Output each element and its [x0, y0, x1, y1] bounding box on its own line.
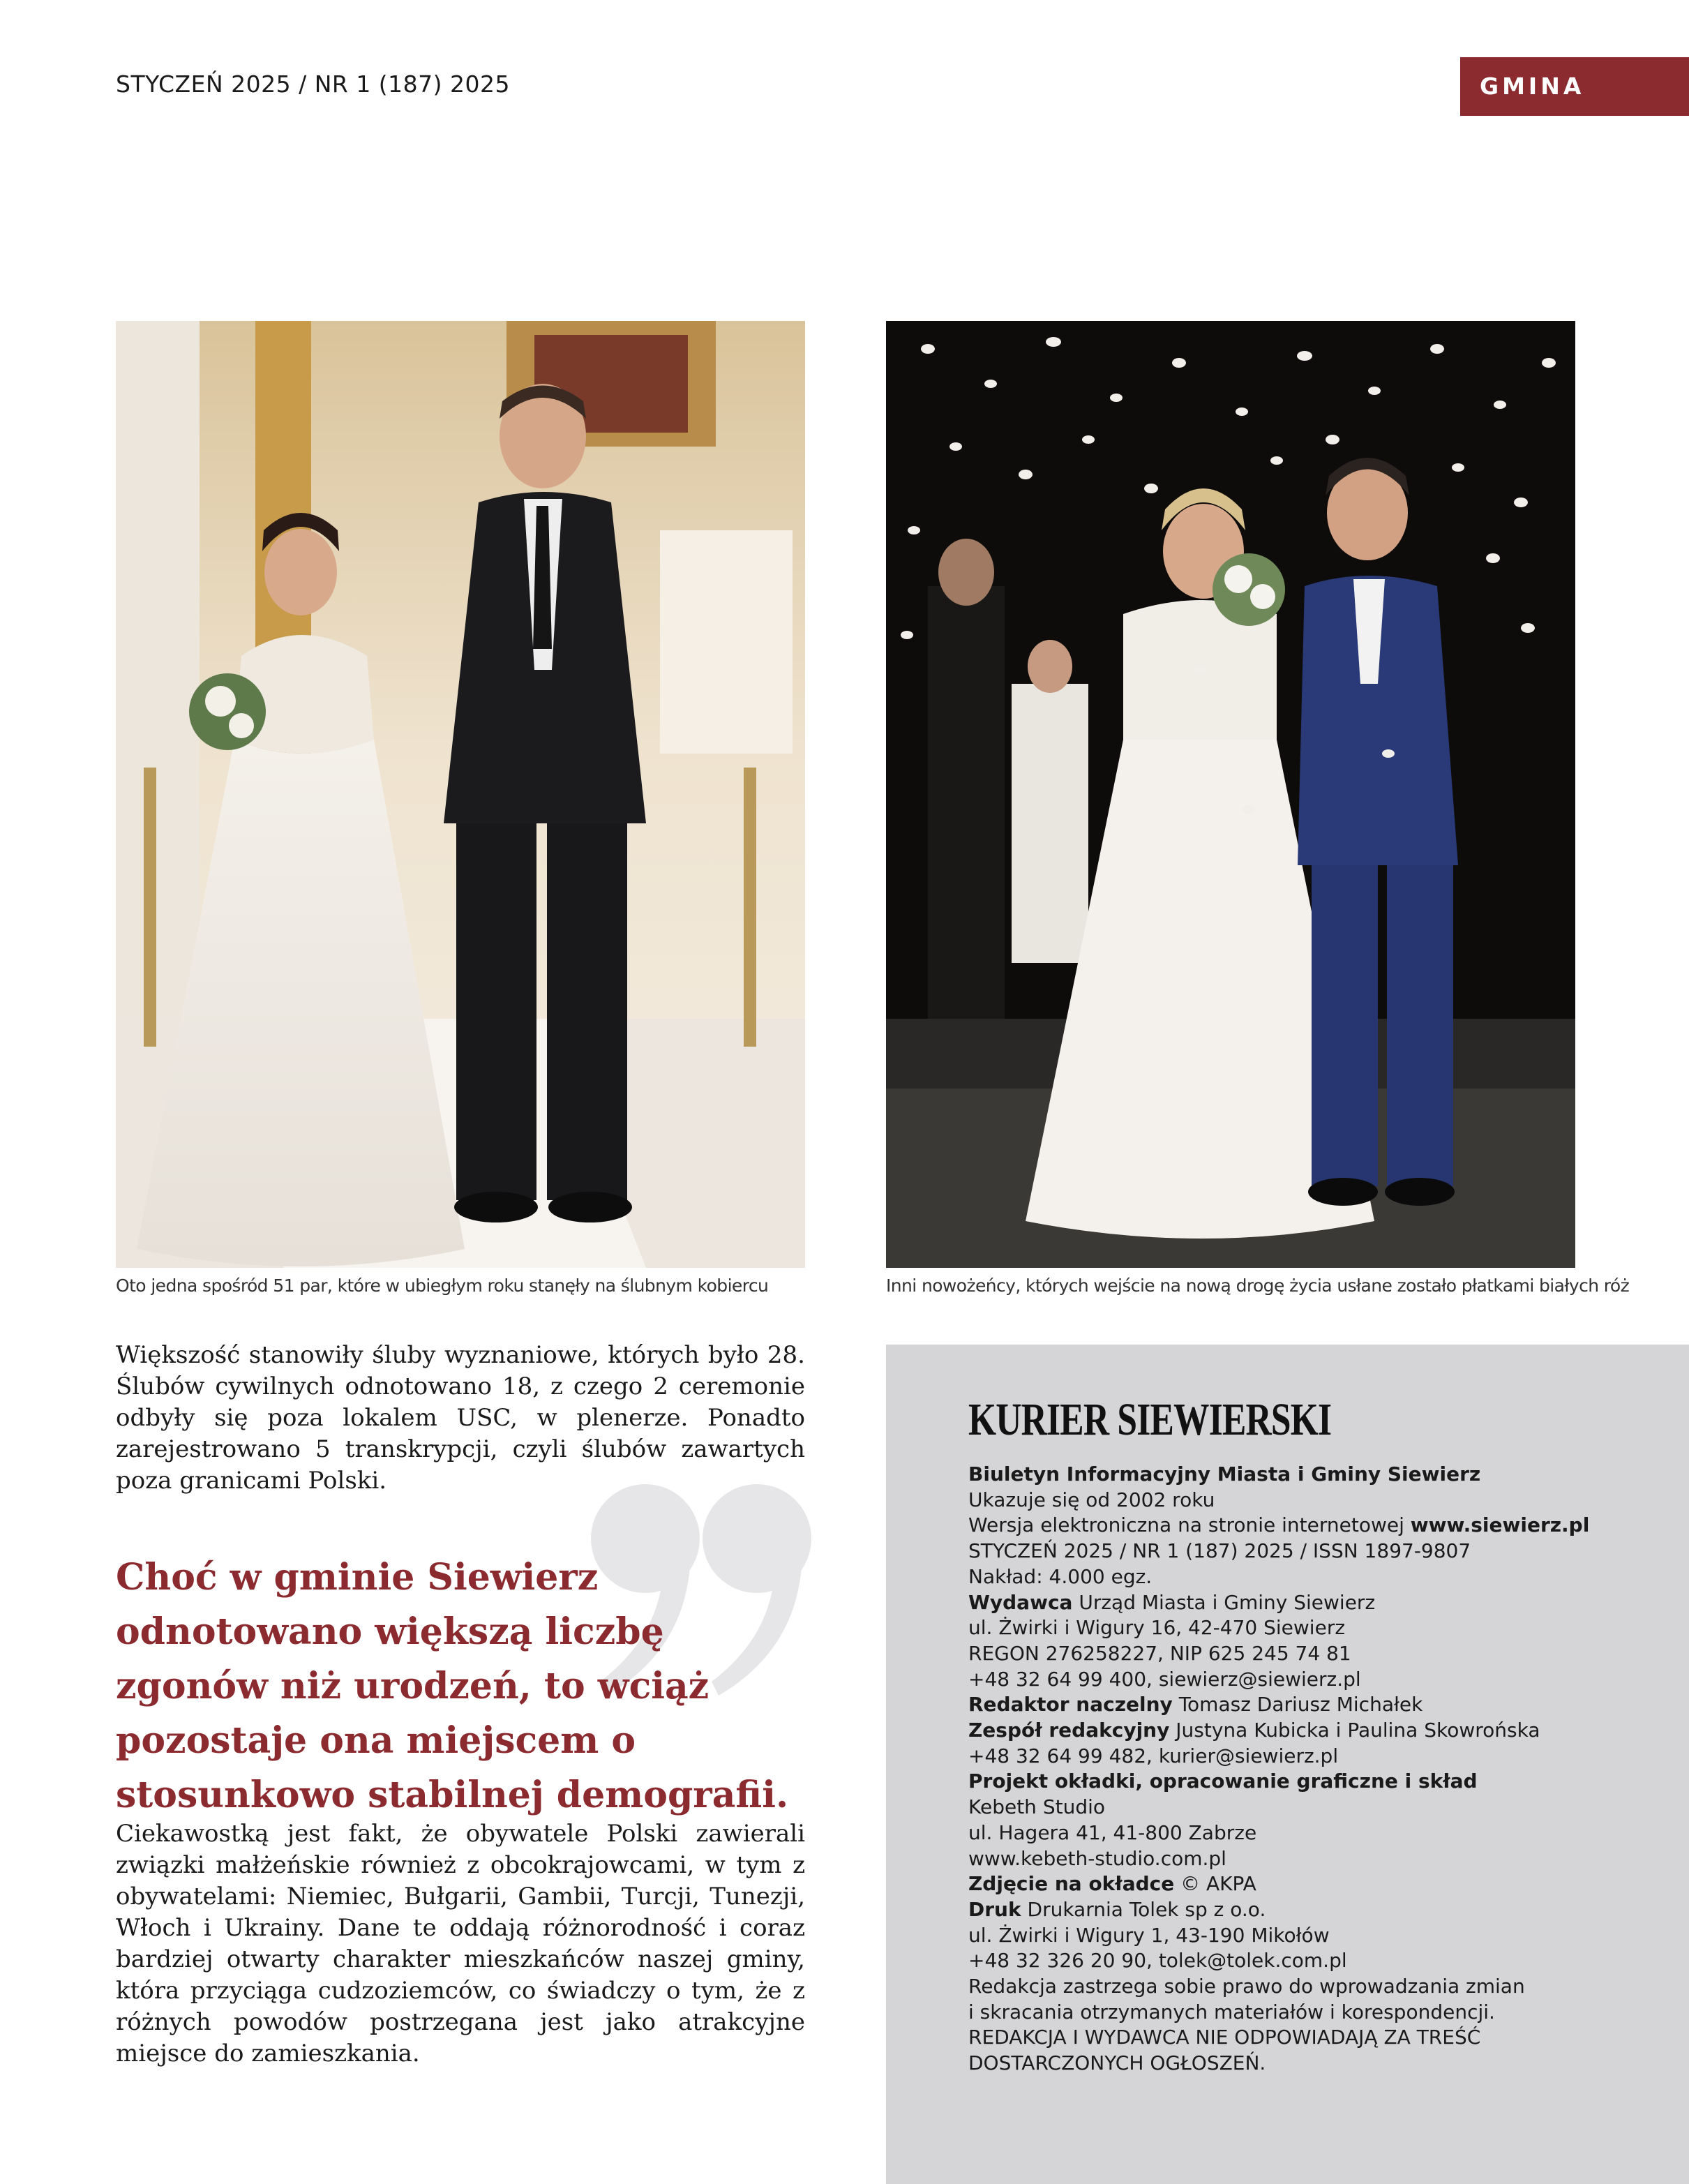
colophon-line: STYCZEŃ 2025 / NR 1 (187) 2025 / ISSN 1897-9807	[968, 1539, 1471, 1563]
colophon-line: www.kebeth-studio.com.pl	[968, 1846, 1226, 1870]
colophon-line: Biuletyn Informacyjny Miasta i Gminy Siewierz	[968, 1463, 1481, 1486]
colophon-line: Kebeth Studio	[968, 1795, 1105, 1819]
colophon-line: REGON 276258227, NIP 625 245 74 81	[968, 1641, 1351, 1665]
photo-caption-left: Oto jedna spośród 51 par, które w ubiegłym roku stanęły na ślubnym kobiercu	[116, 1276, 769, 1296]
colophon-line: Zdjęcie na okładce © AKPA	[968, 1872, 1256, 1896]
colophon-box	[886, 1345, 1689, 2184]
pull-quote: Choć w gminie Siewierz odnotowano większą liczbę zgonów niż urodzeń, to wciąż pozostaje ona miejscem o stosunkowo stabilnej demografii.	[116, 1556, 789, 1816]
colophon-line: Redakcja zastrzega sobie prawo do wprowadzania zmian	[968, 1975, 1525, 1998]
colophon-line: Wersja elektroniczna na stronie internetowej www.siewierz.pl	[968, 1513, 1590, 1537]
colophon-line: ul. Żwirki i Wigury 16, 42-470 Siewierz	[968, 1616, 1346, 1640]
colophon-line: Druk Drukarnia Tolek sp z o.o.	[968, 1897, 1266, 1921]
colophon-line: +48 32 326 20 90, tolek@tolek.com.pl	[968, 1949, 1347, 1973]
issue-info: STYCZEŃ 2025 / NR 1 (187) 2025	[116, 70, 511, 98]
colophon-line: ul. Żwirki i Wigury 1, 43-190 Mikołów	[968, 1923, 1330, 1947]
colophon-line: ul. Hagera 41, 41-800 Zabrze	[968, 1820, 1257, 1844]
colophon-line: REDAKCJA I WYDAWCA NIE ODPOWIADAJĄ ZA TREŚĆ	[968, 2026, 1481, 2049]
colophon-line: Projekt okładki, opracowanie graficzne i skład	[968, 1770, 1478, 1793]
colophon-line: Redaktor naczelny Tomasz Dariusz Michałek	[968, 1693, 1423, 1716]
colophon-line: +48 32 64 99 482, kurier@siewierz.pl	[968, 1744, 1339, 1767]
colophon-line: Nakład: 4.000 egz.	[968, 1564, 1153, 1588]
colophon-line: DOSTARCZONYCH OGŁOSZEŃ.	[968, 2051, 1266, 2075]
section-tab: GMINA	[1460, 57, 1689, 116]
colophon-line: Ukazuje się od 2002 roku	[968, 1488, 1215, 1511]
wedding-photo-church	[116, 321, 805, 1268]
article-paragraph-2: Ciekawostką jest fakt, że obywatele Polski zawierali związki małżeńskie również z obcokrajowcami, w tym z obywatelami: Niemiec, Bułgarii, Gambii, Turcji, Tunezji, Włoch i Ukrainy. Dane te oddają różnorodność i coraz bardziej otwarty charakter mieszkańców naszej gminy, która przyciąga cudzoziemców, co świadczy o tym, że z różnych powodów postrzegana jest jako atrakcyjne miejsce do zamieszkania.	[116, 1820, 805, 2067]
colophon-line: Wydawca Urząd Miasta i Gminy Siewierz	[968, 1590, 1376, 1614]
colophon-line: +48 32 64 99 400, siewierz@siewierz.pl	[968, 1667, 1361, 1691]
colophon-line: i skracania otrzymanych materiałów i korespondencji.	[968, 2000, 1495, 2024]
masthead-logo: KURIER SIEWIERSKI	[968, 1394, 1332, 1445]
colophon-line: Zespół redakcyjny Justyna Kubicka i Paulina Skowrońska	[968, 1719, 1540, 1742]
article-paragraph-1: Większość stanowiły śluby wyznaniowe, których było 28. Ślubów cywilnych odnotowano 18, z czego 2 ceremonie odbyły się poza lokalem USC, w plenerze. Ponadto zarejestrowano 5 transkrypcji, czyli ślubów zawartych poza granicami Polski.	[116, 1341, 805, 1495]
wedding-photo-petals	[886, 321, 1575, 1268]
photo-caption-right: Inni nowożeńcy, których wejście na nową drogę życia usłane zostało płatkami białych róż	[886, 1276, 1630, 1296]
website-link[interactable]: www.siewierz.pl	[1410, 1513, 1590, 1537]
